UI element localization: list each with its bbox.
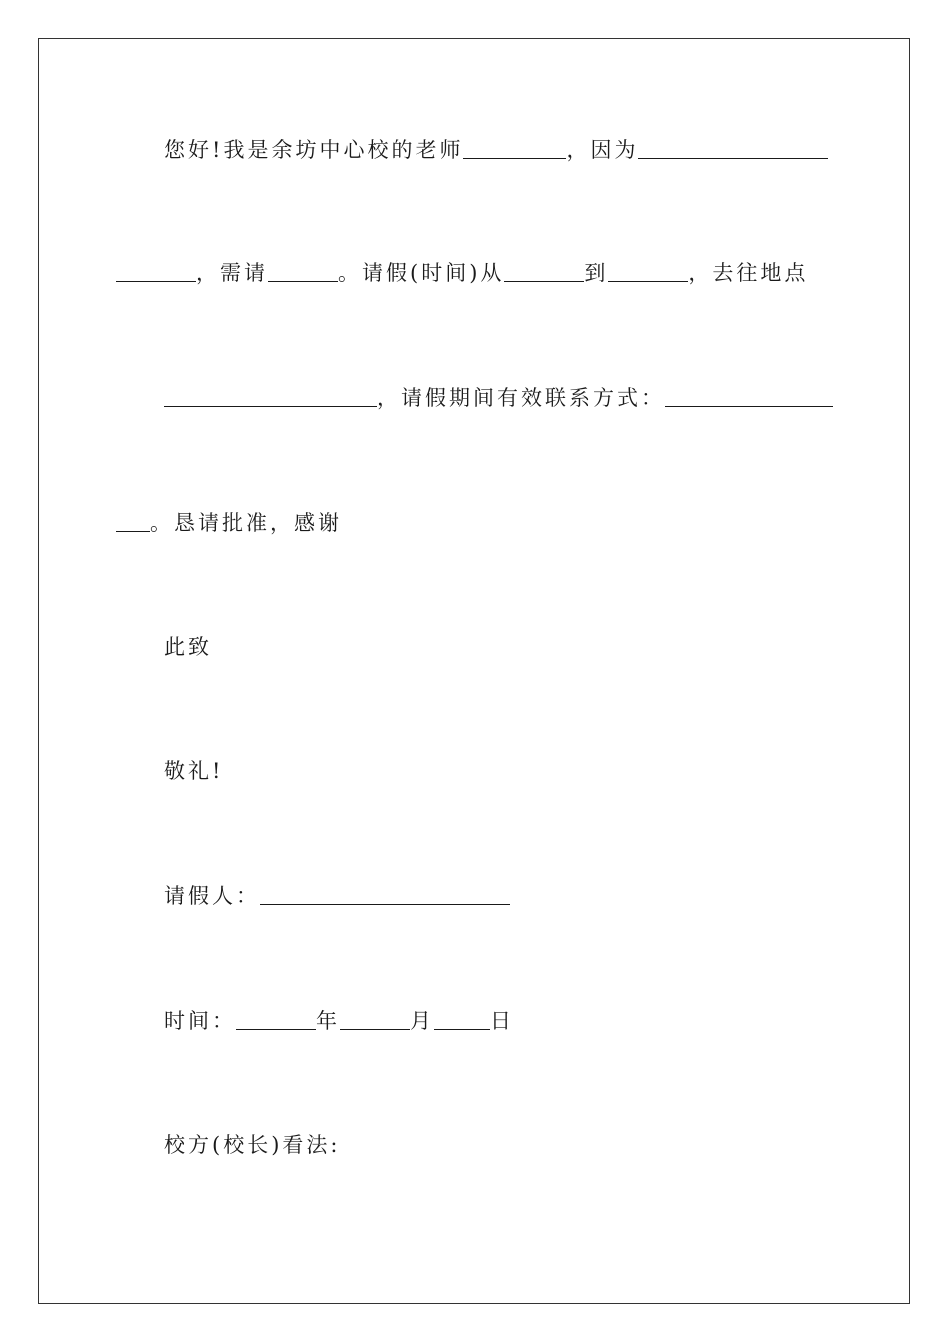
page-border <box>38 38 910 1304</box>
end-date-blank[interactable] <box>608 263 688 282</box>
applicant-line <box>164 886 510 907</box>
date-label: 时间： <box>164 1009 236 1033</box>
year-blank[interactable] <box>236 1011 316 1030</box>
greeting-text: 您好!我是余坊中心校的老师 <box>164 138 464 162</box>
month-label: 月 <box>410 1009 434 1033</box>
letter-line-1 <box>164 140 828 161</box>
letter-line-4 <box>116 513 342 534</box>
school-opinion-label: 校方(校长)看法: <box>164 1133 341 1157</box>
contact-blank-cont[interactable] <box>116 513 150 532</box>
destination-blank[interactable] <box>164 388 377 407</box>
reason-label: ，因为 <box>566 138 639 162</box>
month-blank[interactable] <box>340 1011 410 1030</box>
letter-line-3 <box>164 388 833 409</box>
closing-1: 此致 <box>164 635 212 659</box>
start-date-blank[interactable] <box>504 263 584 282</box>
need-label: ，需请 <box>196 261 268 285</box>
letter-line-2 <box>116 263 808 284</box>
destination-label: ，去往地点 <box>688 261 809 285</box>
to-label: 到 <box>584 261 609 285</box>
day-label: 日 <box>490 1009 514 1033</box>
applicant-blank[interactable] <box>260 886 510 905</box>
leave-days-blank[interactable] <box>268 263 338 282</box>
closing-2: 敬礼! <box>164 759 224 783</box>
contact-blank[interactable] <box>665 388 833 407</box>
reason-blank[interactable] <box>638 140 828 159</box>
date-line <box>164 1011 514 1032</box>
leave-time-label: 。请假(时间)从 <box>338 261 505 285</box>
year-label: 年 <box>316 1009 340 1033</box>
applicant-label: 请假人： <box>164 884 260 908</box>
day-blank[interactable] <box>434 1011 490 1030</box>
teacher-name-blank[interactable] <box>463 140 566 159</box>
contact-label: ，请假期间有效联系方式： <box>377 386 665 410</box>
request-text: 。恳请批准，感谢 <box>150 511 342 535</box>
reason-blank-cont[interactable] <box>116 263 196 282</box>
